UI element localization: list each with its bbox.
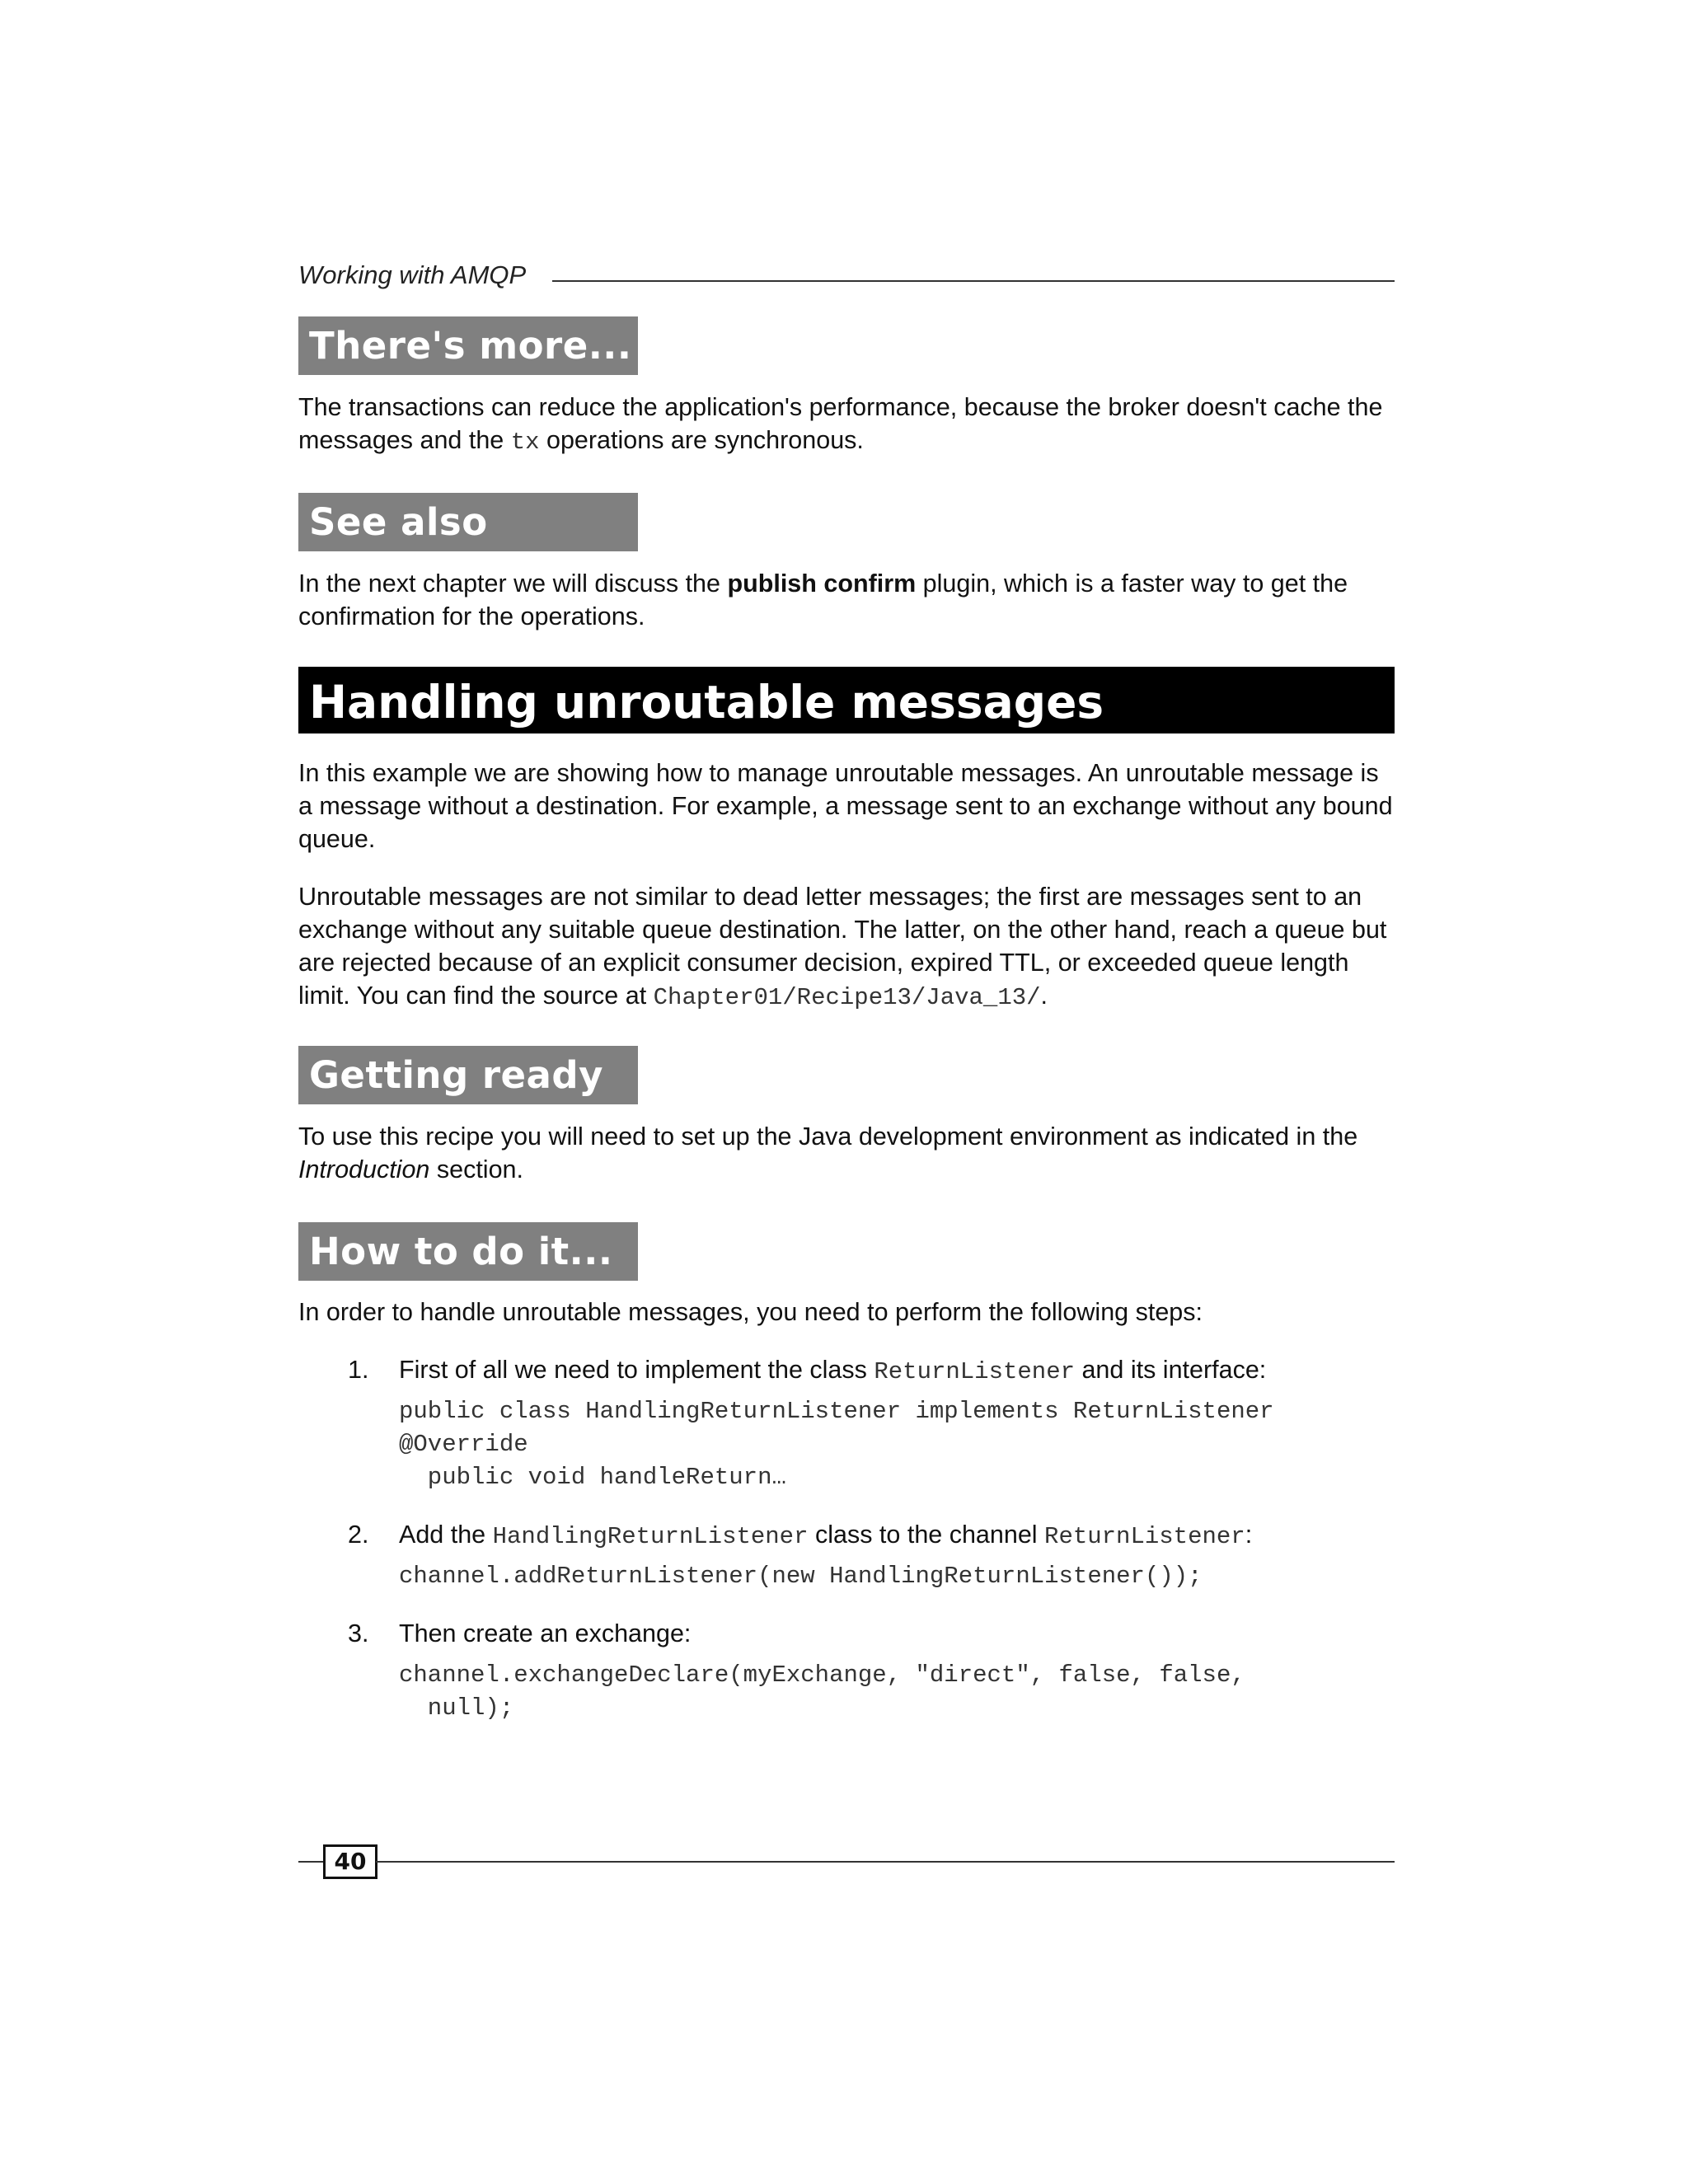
see-also-paragraph [298, 567, 1395, 633]
text-run: Add the [399, 1521, 493, 1549]
see-also-heading [298, 493, 638, 551]
text-run: Unroutable messages are not similar to dead letter messages; the first are messages sent to an exchange without any suitable queue destination. The latter, on the other hand, reach a queue but are rejected because of an explicit consumer decision, expired TTL, or exceeded queue length limit. You can find the source at [298, 883, 1387, 1010]
text-run: operations are synchronous. [539, 426, 864, 454]
inline-code: tx [510, 429, 540, 456]
header-rule [552, 280, 1395, 282]
how-to-heading [298, 1222, 638, 1281]
getting-ready-heading [298, 1046, 638, 1104]
recipe-heading [298, 667, 1395, 733]
step-2-code: channel.addReturnListener(new HandlingReturnListener()); [399, 1563, 1203, 1590]
see-also-heading-text: See also [309, 500, 488, 544]
footer-rule-right [376, 1861, 1395, 1863]
step-1-text [399, 1353, 1395, 1389]
step-2-text [399, 1518, 1395, 1554]
getting-ready-paragraph [298, 1120, 1395, 1186]
step-number: 3. [348, 1619, 369, 1647]
running-title: Working with AMQP [298, 260, 527, 289]
bold-term: publish confirm [727, 569, 917, 598]
text-run: and its interface: [1075, 1356, 1267, 1384]
inline-code: ReturnListener [874, 1358, 1075, 1385]
inline-code: HandlingReturnListener [492, 1523, 809, 1550]
inline-code-path: Chapter01/Recipe13/Java_13/ [653, 984, 1041, 1011]
theres-more-heading [298, 316, 638, 375]
text-run: The transactions can reduce the application's performance, because the broker doesn't cache the messages and the [298, 393, 1383, 454]
how-to-heading-text: How to do it... [309, 1230, 613, 1273]
handling-paragraph-1: In this example we are showing how to manage unroutable messages. An unroutable message is a message without a destination. For example, a message sent to an exchange without any bound queue. [298, 759, 1393, 853]
step-3-code: channel.exchangeDeclare(myExchange, "direct", false, false, null); [399, 1661, 1245, 1722]
italic-term: Introduction [298, 1155, 430, 1183]
step-number: 1. [348, 1356, 369, 1384]
step-1-code: public class HandlingReturnListener implements ReturnListener @Override public void handleReturn… [399, 1398, 1274, 1491]
text-run: section. [429, 1155, 523, 1183]
recipe-heading-text: Handling unroutable messages [309, 676, 1104, 729]
page-footer [298, 1844, 1395, 1877]
how-to-intro: In order to handle unroutable messages, you need to perform the following steps: [298, 1298, 1203, 1326]
step-number: 2. [348, 1521, 369, 1549]
text-run: First of all we need to implement the class [399, 1356, 874, 1384]
getting-ready-heading-text: Getting ready [309, 1053, 603, 1097]
text-run: plugin, which is a faster way to get the confirmation for the operations. [298, 569, 1348, 630]
step-3-text: Then create an exchange: [399, 1619, 692, 1647]
handling-paragraph-2 [298, 880, 1395, 1015]
text-run: : [1245, 1521, 1253, 1549]
text-run: class to the channel [808, 1521, 1045, 1549]
text-run: . [1040, 982, 1048, 1010]
text-run: To use this recipe you will need to set up the Java development environment as indicated in the [298, 1122, 1358, 1151]
inline-code: ReturnListener [1044, 1523, 1245, 1550]
page-number: 40 [323, 1844, 377, 1879]
text-run: In the next chapter we will discuss the [298, 569, 728, 598]
theres-more-heading-text: There's more... [309, 324, 632, 368]
theres-more-paragraph [298, 391, 1395, 459]
footer-rule-left [298, 1861, 323, 1863]
running-header [298, 260, 1395, 293]
